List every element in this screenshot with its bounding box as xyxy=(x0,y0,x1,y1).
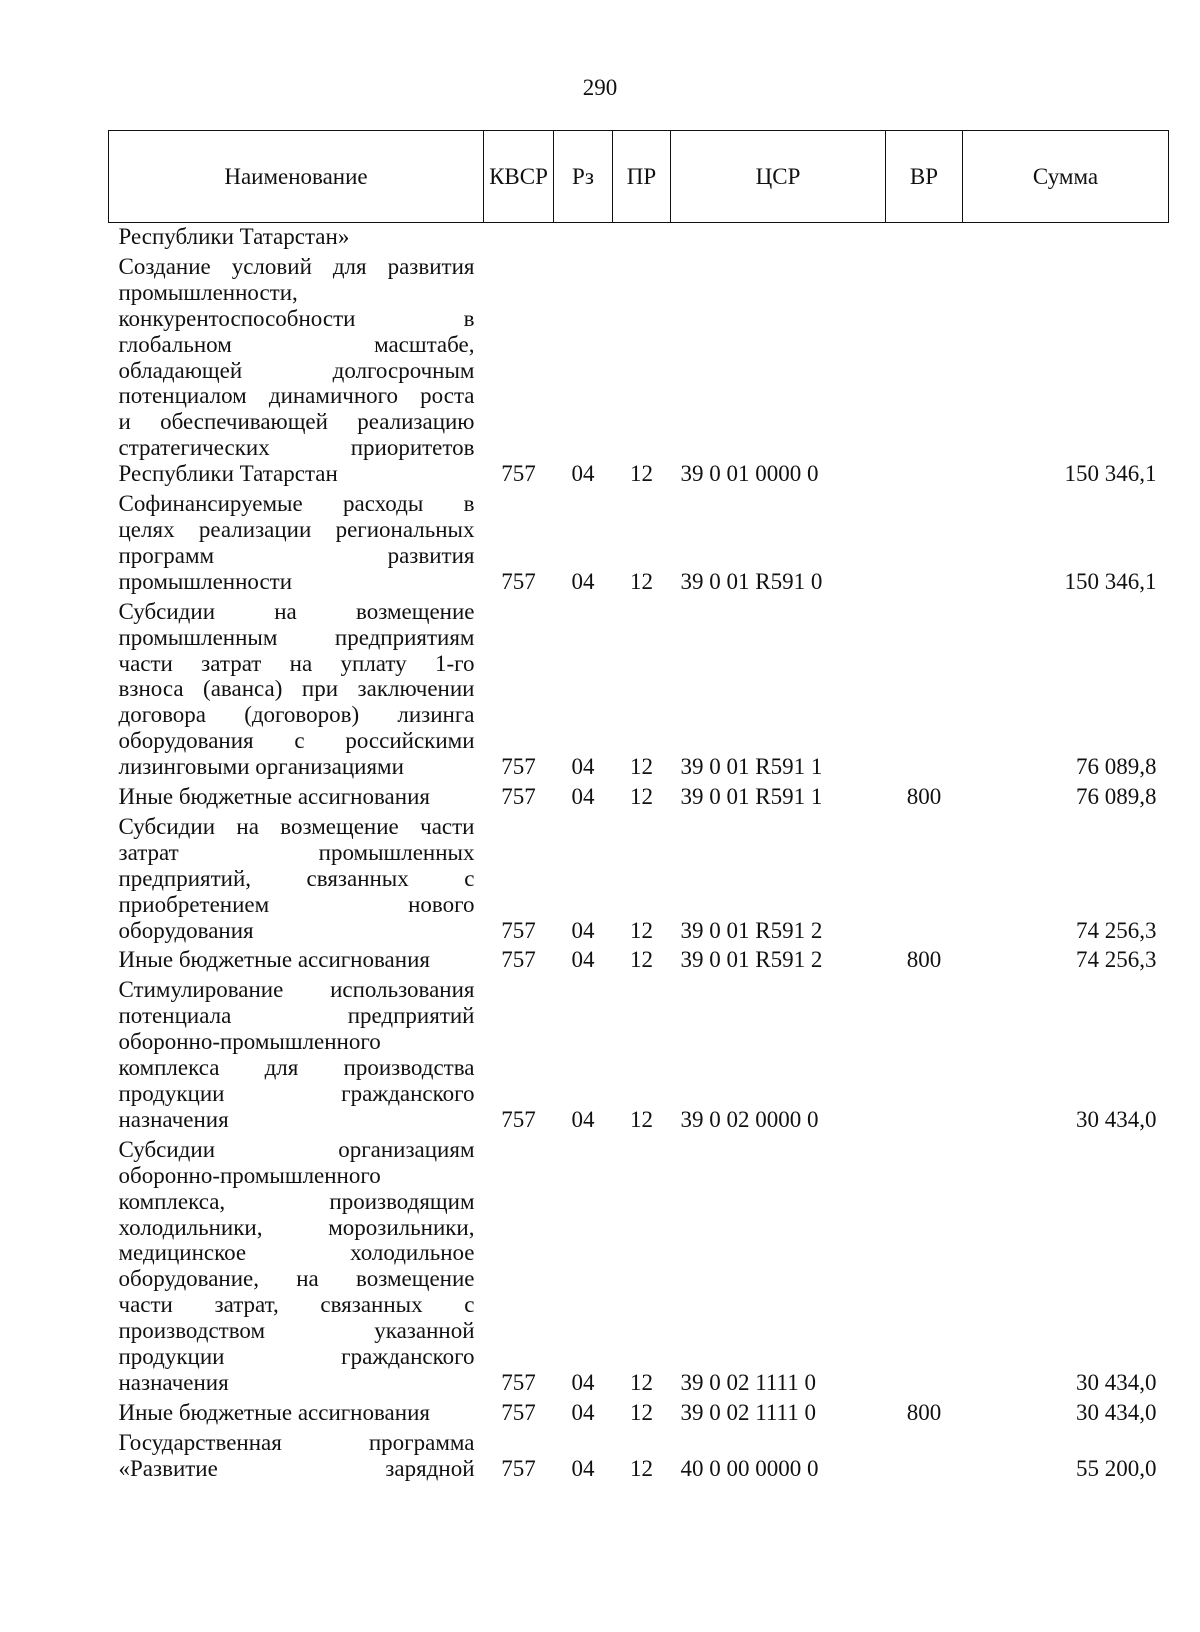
sum-cell: 30 434,0 xyxy=(1076,1399,1157,1425)
rz-cell: 04 xyxy=(571,947,595,973)
vr-cell: 800 xyxy=(906,947,942,973)
name-line: Иные бюджетные ассигнования xyxy=(118,784,430,810)
name-line: договора (договоров) лизинга xyxy=(118,702,475,728)
pr-cell: 12 xyxy=(630,917,653,943)
csr-cell: 39 0 01 R591 1 xyxy=(680,784,823,810)
name-line: медицинское холодильное xyxy=(118,1240,475,1266)
sum-cell: 76 089,8 xyxy=(1076,754,1157,780)
header-csr: ЦСР xyxy=(671,131,886,223)
csr-cell: 39 0 01 R591 2 xyxy=(680,917,823,943)
name-line: лизинговыми организациями xyxy=(118,754,404,780)
name-line: холодильники, морозильники, xyxy=(118,1214,475,1240)
kvsr-cell: 757 xyxy=(501,568,536,594)
pr-cell: 12 xyxy=(630,1399,653,1425)
name-cell xyxy=(109,943,484,973)
header-sum: Сумма xyxy=(963,131,1169,223)
table-header xyxy=(109,131,1169,223)
name-cell xyxy=(109,973,484,1132)
sum-cell: 76 089,8 xyxy=(1076,784,1157,810)
sum-cell: 74 256,3 xyxy=(1076,917,1157,943)
name-line: Создание условий для развития xyxy=(118,253,475,279)
name-line: Республики Татарстан» xyxy=(118,224,350,249)
name-line: назначения xyxy=(118,1106,229,1132)
name-line: «Развитие зарядной xyxy=(118,1455,475,1481)
csr-cell: 39 0 02 1111 0 xyxy=(680,1369,816,1395)
pr-cell: 12 xyxy=(630,461,653,487)
csr-cell: 39 0 01 R591 1 xyxy=(680,754,823,780)
name-line: Иные бюджетные ассигнования xyxy=(118,947,430,973)
vr-cell xyxy=(886,810,963,944)
kvsr-cell: 757 xyxy=(501,917,536,943)
vr-cell xyxy=(886,973,963,1132)
table-row xyxy=(109,1396,1169,1426)
kvsr-cell: 757 xyxy=(501,947,536,973)
name-line: приобретением нового xyxy=(118,891,475,917)
name-line: производством указанной xyxy=(118,1318,475,1344)
pr-cell: 12 xyxy=(630,1106,653,1132)
vr-cell xyxy=(886,1426,963,1482)
name-cell xyxy=(109,810,484,944)
rz-cell: 04 xyxy=(571,1106,595,1132)
table-row xyxy=(109,780,1169,810)
csr-cell xyxy=(671,223,886,250)
budget-table xyxy=(108,130,1169,1482)
pr-cell xyxy=(613,223,671,250)
table-row xyxy=(109,810,1169,944)
pr-cell: 12 xyxy=(630,1369,653,1395)
csr-cell: 39 0 01 0000 0 xyxy=(680,461,819,487)
name-line: потенциала предприятий xyxy=(118,1003,475,1029)
kvsr-cell xyxy=(484,223,554,250)
kvsr-cell: 757 xyxy=(501,1106,536,1132)
name-line: Субсидии на возмещение части xyxy=(118,813,475,839)
table-body xyxy=(109,223,1169,1482)
name-cell xyxy=(109,1133,484,1396)
vr-cell: 800 xyxy=(906,1399,942,1425)
rz-cell: 04 xyxy=(571,1455,595,1481)
kvsr-cell: 757 xyxy=(501,461,536,487)
pr-cell: 12 xyxy=(630,947,653,973)
table-row xyxy=(109,943,1169,973)
name-cell xyxy=(109,250,484,487)
sum-cell: 150 346,1 xyxy=(1064,461,1157,487)
name-line: продукции гражданского xyxy=(118,1344,475,1370)
name-line: оборудование, на возмещение xyxy=(118,1266,475,1292)
name-line: части затрат, связанных с xyxy=(118,1292,475,1318)
sum-cell: 55 200,0 xyxy=(1076,1455,1157,1481)
name-line: части затрат на уплату 1-го xyxy=(118,650,475,676)
name-line: промышленным предприятиям xyxy=(118,624,475,650)
rz-cell: 04 xyxy=(571,568,595,594)
name-line: и обеспечивающей реализацию xyxy=(118,409,475,435)
name-line: комплекса для производства xyxy=(118,1055,475,1081)
name-cell xyxy=(109,487,484,595)
name-line: взноса (аванса) при заключении xyxy=(118,676,475,702)
name-line: оборудования с российскими xyxy=(118,728,475,754)
sum-cell: 30 434,0 xyxy=(1076,1106,1157,1132)
pr-cell: 12 xyxy=(630,784,653,810)
name-line: затрат промышленных xyxy=(118,839,475,865)
csr-cell: 39 0 01 R591 2 xyxy=(680,947,823,973)
vr-cell xyxy=(886,223,963,250)
header-vr: ВР xyxy=(886,131,963,223)
vr-cell: 800 xyxy=(906,784,942,810)
kvsr-cell: 757 xyxy=(501,1399,536,1425)
pr-cell: 12 xyxy=(630,754,653,780)
kvsr-cell: 757 xyxy=(501,1369,536,1395)
name-line: Субсидии организациям xyxy=(118,1136,475,1162)
name-line: Республики Татарстан xyxy=(118,461,338,487)
name-line: оборонно-промышленного xyxy=(118,1029,381,1055)
name-line: Иные бюджетные ассигнования xyxy=(118,1399,430,1425)
name-line: Софинансируемые расходы в xyxy=(118,491,475,517)
name-line: промышленности, xyxy=(118,279,298,305)
name-line: промышленности xyxy=(118,568,293,594)
header-pr: ПР xyxy=(613,131,671,223)
name-line: назначения xyxy=(118,1369,229,1395)
name-line: программ развития xyxy=(118,542,475,568)
name-line: Субсидии на возмещение xyxy=(118,598,475,624)
name-cell xyxy=(109,1426,484,1482)
pr-cell: 12 xyxy=(630,1455,653,1481)
csr-cell: 39 0 02 1111 0 xyxy=(680,1399,816,1425)
rz-cell: 04 xyxy=(571,1399,595,1425)
vr-cell xyxy=(886,487,963,595)
kvsr-cell: 757 xyxy=(501,1455,536,1481)
table-row xyxy=(109,223,1169,250)
name-line: потенциалом динамичного роста xyxy=(118,383,475,409)
rz-cell: 04 xyxy=(571,1369,595,1395)
header-kvsr: КВСР xyxy=(484,131,554,223)
header-name: Наименование xyxy=(109,131,484,223)
vr-cell xyxy=(886,250,963,487)
table-row xyxy=(109,487,1169,595)
table-row xyxy=(109,595,1169,780)
header-row xyxy=(109,131,1169,223)
name-line: конкурентоспособности в xyxy=(118,305,475,331)
table-row xyxy=(109,1133,1169,1396)
name-line: Государственная программа xyxy=(118,1429,475,1455)
kvsr-cell: 757 xyxy=(501,754,536,780)
table-row xyxy=(109,973,1169,1132)
csr-cell: 39 0 02 0000 0 xyxy=(680,1106,819,1132)
pr-cell: 12 xyxy=(630,568,653,594)
sum-cell: 74 256,3 xyxy=(1076,947,1157,973)
table-row xyxy=(109,250,1169,487)
name-line: Стимулирование использования xyxy=(118,977,475,1003)
name-cell xyxy=(109,780,484,810)
sum-cell: 30 434,0 xyxy=(1076,1369,1157,1395)
rz-cell: 04 xyxy=(571,784,595,810)
name-line: оборудования xyxy=(118,917,254,943)
name-line: обладающей долгосрочным xyxy=(118,357,475,383)
rz-cell: 04 xyxy=(571,917,595,943)
csr-cell: 39 0 01 R591 0 xyxy=(680,568,823,594)
name-cell xyxy=(109,595,484,780)
name-line: стратегических приоритетов xyxy=(118,435,475,461)
vr-cell xyxy=(886,595,963,780)
name-line: комплекса, производящим xyxy=(118,1188,475,1214)
rz-cell: 04 xyxy=(571,754,595,780)
name-line: предприятий, связанных с xyxy=(118,865,475,891)
sum-cell xyxy=(963,223,1169,250)
rz-cell: 04 xyxy=(571,461,595,487)
page-number: 290 xyxy=(582,75,618,100)
name-cell xyxy=(109,1396,484,1426)
name-line: целях реализации региональных xyxy=(118,516,475,542)
name-cell xyxy=(109,223,484,250)
kvsr-cell: 757 xyxy=(501,784,536,810)
table-row xyxy=(109,1426,1169,1482)
name-line: продукции гражданского xyxy=(118,1081,475,1106)
name-line: глобальном масштабе, xyxy=(118,331,475,357)
name-line: оборонно-промышленного xyxy=(118,1162,381,1188)
csr-cell: 40 0 00 0000 0 xyxy=(680,1455,819,1481)
sum-cell: 150 346,1 xyxy=(1064,568,1157,594)
header-rz: Рз xyxy=(554,131,613,223)
vr-cell xyxy=(886,1133,963,1396)
rz-cell xyxy=(554,223,613,250)
